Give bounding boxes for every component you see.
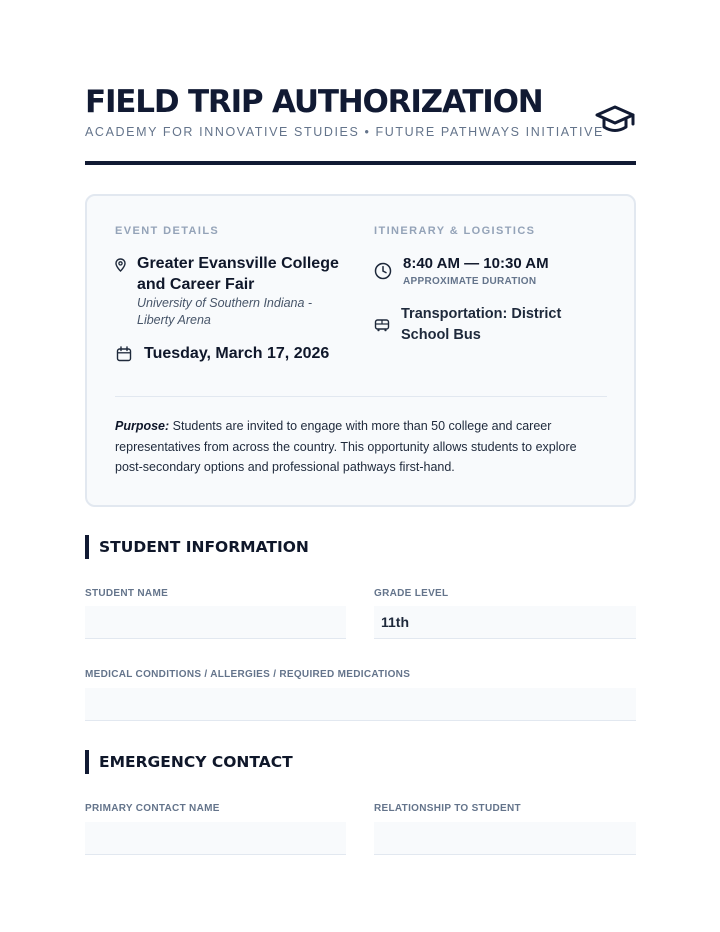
purpose-text: Students are invited to engage with more than 50 college and career representatives from across the country. This opportunity allows students to explore post-secondary options and professional pathways first-hand. xyxy=(115,419,577,474)
emergency-contact-heading: EMERGENCY CONTACT xyxy=(85,750,293,774)
event-time-range: 8:40 AM — 10:30 AM xyxy=(403,255,549,272)
event-details-card xyxy=(85,194,636,507)
primary-contact-name-label: PRIMARY CONTACT NAME xyxy=(85,803,220,814)
graduation-cap-icon xyxy=(594,103,636,137)
medical-conditions-field[interactable] xyxy=(85,688,636,721)
header-rule xyxy=(85,161,636,165)
relationship-field[interactable] xyxy=(374,822,636,855)
map-pin-icon xyxy=(114,258,127,272)
relationship-label: RELATIONSHIP TO STUDENT xyxy=(374,803,521,814)
event-date: Tuesday, March 17, 2026 xyxy=(144,345,330,362)
clock-icon xyxy=(374,262,392,280)
page-title: FIELD TRIP AUTHORIZATION xyxy=(85,84,543,120)
student-name-field[interactable] xyxy=(85,606,346,639)
grade-level-label: GRADE LEVEL xyxy=(374,588,449,599)
card-divider xyxy=(115,396,607,397)
event-details-label: EVENT DETAILS xyxy=(115,225,220,237)
event-venue: University of Southern Indiana - Liberty Arena xyxy=(137,296,313,327)
grade-level-field[interactable] xyxy=(374,606,636,639)
student-name-label: STUDENT NAME xyxy=(85,588,169,599)
event-transportation: Transportation: District School Bus xyxy=(401,306,562,343)
itinerary-label: ITINERARY & LOGISTICS xyxy=(374,225,536,237)
purpose-label: Purpose: xyxy=(115,419,170,433)
primary-contact-name-field[interactable] xyxy=(85,822,346,855)
event-purpose xyxy=(115,416,595,478)
page-header xyxy=(85,84,636,139)
event-name: Greater Evansville College and Career Fair xyxy=(137,255,339,293)
bus-icon xyxy=(374,319,390,332)
student-information-heading: STUDENT INFORMATION xyxy=(85,535,309,559)
event-time-note: APPROXIMATE DURATION xyxy=(403,276,537,287)
medical-conditions-label: MEDICAL CONDITIONS / ALLERGIES / REQUIRED MEDICATIONS xyxy=(85,669,411,680)
page-subtitle: ACADEMY FOR INNOVATIVE STUDIES • FUTURE PATHWAYS INITIATIVE xyxy=(85,125,604,139)
calendar-icon xyxy=(116,346,132,362)
